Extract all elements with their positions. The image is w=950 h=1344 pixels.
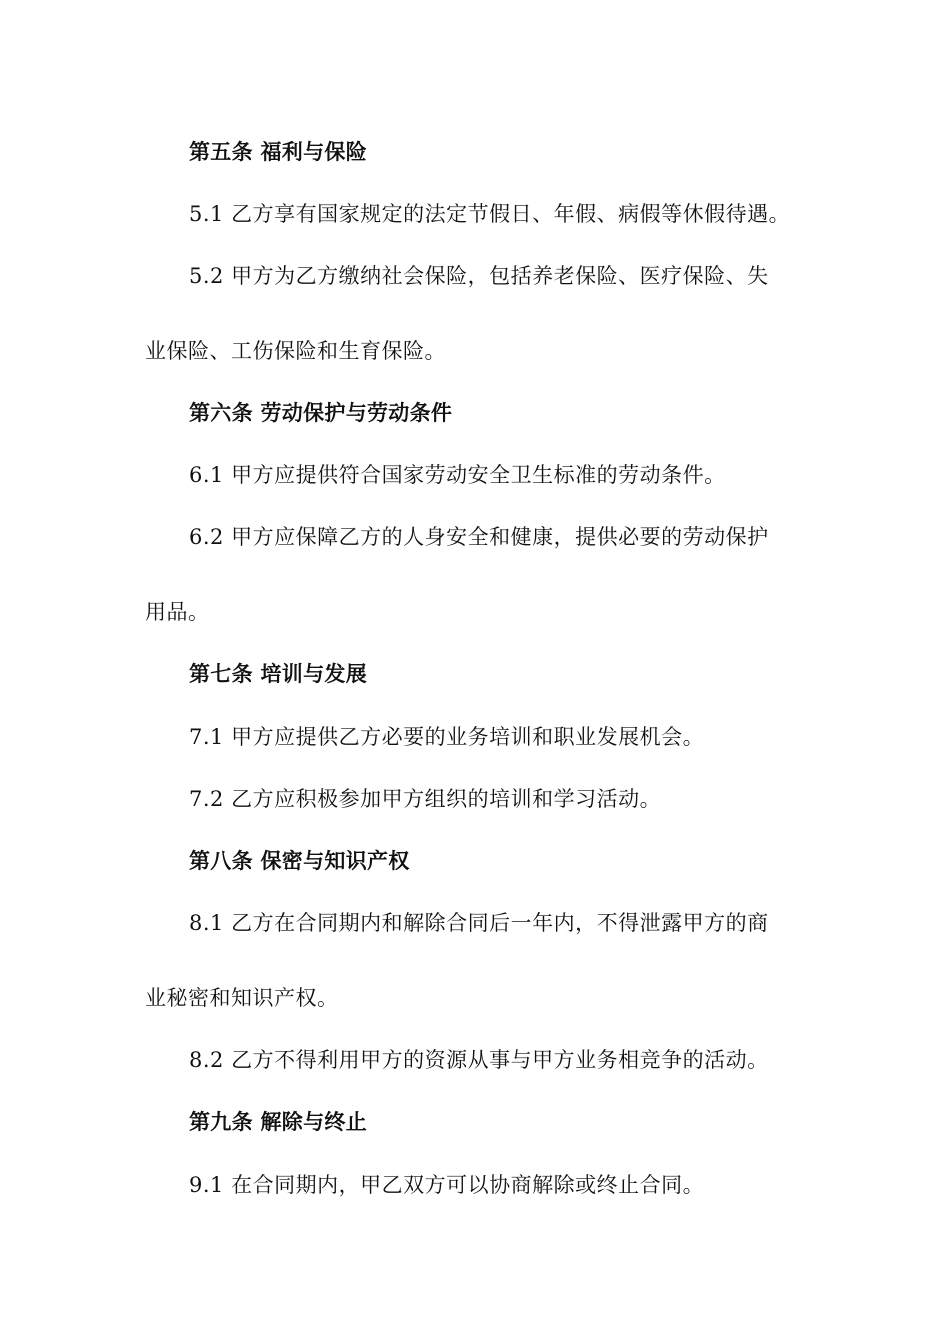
clause-line: 7.2 乙方应积极参加甲方组织的培训和学习活动。 [189,787,662,811]
clause-line: 6.2 甲方应保障乙方的人身安全和健康，提供必要的劳动保护 [189,525,769,549]
clause-line-continuation: 用品。 [145,600,210,624]
clause-line: 7.1 甲方应提供乙方必要的业务培训和职业发展机会。 [189,725,705,749]
section-heading: 第五条 福利与保险 [189,140,368,164]
clause-line: 8.1 乙方在合同期内和解除合同后一年内，不得泄露甲方的商 [189,911,769,935]
section-heading: 第六条 劳动保护与劳动条件 [189,401,453,425]
clause-line-continuation: 业保险、工伤保险和生育保险。 [145,339,446,363]
section-heading: 第九条 解除与终止 [189,1110,368,1134]
section-heading: 第八条 保密与知识产权 [189,849,410,873]
clause-line: 5.2 甲方为乙方缴纳社会保险，包括养老保险、医疗保险、失 [189,264,769,288]
clause-line: 9.1 在合同期内，甲乙双方可以协商解除或终止合同。 [189,1173,705,1197]
clause-line: 6.1 甲方应提供符合国家劳动安全卫生标准的劳动条件。 [189,463,726,487]
clause-line: 8.2 乙方不得利用甲方的资源从事与甲方业务相竞争的活动。 [189,1048,769,1072]
section-heading: 第七条 培训与发展 [189,662,368,686]
clause-line-continuation: 业秘密和知识产权。 [145,986,339,1010]
clause-line: 5.1 乙方享有国家规定的法定节假日、年假、病假等休假待遇。 [189,202,791,226]
